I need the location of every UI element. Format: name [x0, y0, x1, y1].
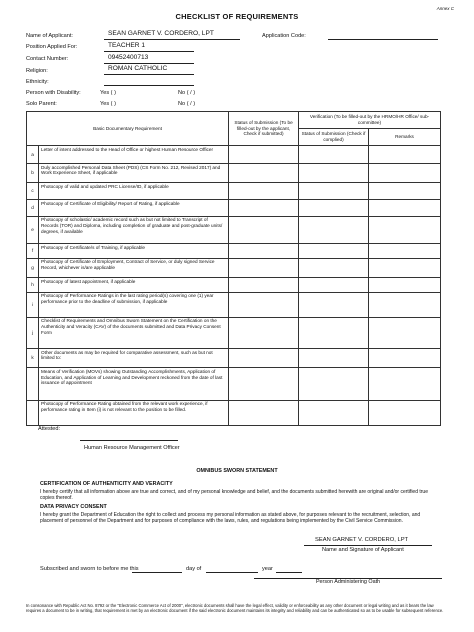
- row-text: Means of Verification (MOVs) showing Outstanding Accomplishments, Application of Education, and Application of Learning and Development reckoned from the date of last issuance of appointment: [39, 368, 229, 400]
- verif-cell[interactable]: [299, 146, 369, 164]
- table-row: [27, 200, 441, 217]
- verif-cell[interactable]: [299, 400, 369, 425]
- ethnicity-label: Ethnicity:: [26, 79, 49, 85]
- status-cell[interactable]: [229, 258, 299, 277]
- solo-parent-yes[interactable]: Yes ( ): [100, 101, 116, 107]
- remarks-cell[interactable]: [369, 258, 441, 277]
- verif-cell[interactable]: [299, 278, 369, 292]
- row-letter: h: [27, 278, 39, 292]
- remarks-cell[interactable]: [369, 164, 441, 183]
- name-label: Name of Applicant:: [26, 33, 73, 39]
- row-text: Photocopy of Performance Rating obtained from the relevant work experience, if performance rating in Item (i) is not relevant to the position to be filled.: [39, 400, 229, 425]
- row-text: Photocopy of Certificate of Eligibility/ Report of Rating, if applicable: [39, 200, 229, 217]
- application-code-field[interactable]: [328, 39, 438, 40]
- table-row: [27, 317, 441, 348]
- religion-label: Religion:: [26, 68, 48, 74]
- status-cell[interactable]: [229, 216, 299, 244]
- verif-cell[interactable]: [299, 292, 369, 317]
- privacy-text: I hereby grant the Department of Education the right to collect and process my personal information as stated above, for purposes relevant to the recruitment, selection, and placement of personnel of the Department and for purposes of compliance with the laws, rules, and regulations being implemented by the Civil Service Commission.: [40, 512, 421, 525]
- remarks-cell[interactable]: [369, 200, 441, 217]
- row-text: Other documents as may be required for comparative assessment, such as but not limited to:: [39, 348, 229, 367]
- row-letter: [27, 400, 39, 425]
- requirements-table: [26, 111, 441, 426]
- solo-parent-label: Solo Parent:: [26, 101, 57, 107]
- remarks-cell[interactable]: [369, 368, 441, 400]
- row-letter: f: [27, 244, 39, 258]
- status-cell[interactable]: [229, 278, 299, 292]
- attested-signature-line[interactable]: [80, 440, 178, 441]
- position-underline: [104, 51, 194, 52]
- name-value: SEAN GARNET V. CORDERO, LPT: [108, 30, 214, 37]
- privacy-heading: DATA PRIVACY CONSENT: [40, 504, 107, 510]
- table-row: [27, 348, 441, 367]
- position-label: Position Applied For:: [26, 44, 78, 50]
- signature-line[interactable]: [304, 545, 432, 546]
- header-requirement: Basic Documentary Requirement: [27, 112, 229, 146]
- table-row: [27, 216, 441, 244]
- annex-label: Annex C: [436, 6, 454, 11]
- row-text: Photocopy of Certificate/s of Training, if applicable: [39, 244, 229, 258]
- table-row: [27, 258, 441, 277]
- hr-officer-label: Human Resource Management Officer: [84, 445, 180, 451]
- status-cell[interactable]: [229, 183, 299, 200]
- signature-value: SEAN GARNET V. CORDERO, LPT: [315, 537, 409, 543]
- row-text: Duly accomplished Personal Data Sheet (PDS) (CS Form No. 212, Revised 2017) and Work Experience Sheet, if applicable: [39, 164, 229, 183]
- remarks-cell[interactable]: [369, 216, 441, 244]
- header-status-applicant: Status of Submission (To be filled-out by the applicant, Check if submitted): [229, 112, 299, 146]
- remarks-cell[interactable]: [369, 244, 441, 258]
- table-row: [27, 292, 441, 317]
- remarks-cell[interactable]: [369, 348, 441, 367]
- signature-label: Name and Signature of Applicant: [322, 547, 404, 553]
- verif-cell[interactable]: [299, 164, 369, 183]
- table-row: [27, 183, 441, 200]
- table-row: [27, 146, 441, 164]
- row-letter: d: [27, 200, 39, 217]
- status-cell[interactable]: [229, 244, 299, 258]
- disability-label: Person with Disability:: [26, 90, 81, 96]
- remarks-cell[interactable]: [369, 400, 441, 425]
- subscribed-text: Subscribed and sworn to before me this: [40, 566, 139, 572]
- footer-note: In consonance with Republic Act No. 8792 or the "Electronic Commerce Act of 2000", electronic documents shall have the legal effect, validity or enforceability as any other document or legal writing and as it bears the law requires a document to be in writing, that requirement is met by an electronic document if the said electronic document maintains its integrity and reliability and can be authenticated so as to be usable for subsequent reference.: [26, 603, 444, 614]
- status-cell[interactable]: [229, 146, 299, 164]
- status-cell[interactable]: [229, 164, 299, 183]
- religion-value: ROMAN CATHOLIC: [108, 65, 168, 72]
- header-remarks: Remarks: [369, 129, 441, 146]
- remarks-cell[interactable]: [369, 278, 441, 292]
- disability-yes[interactable]: Yes ( ): [100, 90, 116, 96]
- verif-cell[interactable]: [299, 200, 369, 217]
- header-status-complied: Status of Submission (Check if complied): [299, 129, 369, 146]
- status-cell[interactable]: [229, 317, 299, 348]
- cert-text: I hereby certify that all information above are true and correct, and of my personal knowledge and belief, and the documents submitted herewith are original and/or certified true copies thereof.: [40, 489, 428, 502]
- table-row: [27, 400, 441, 425]
- status-cell[interactable]: [229, 292, 299, 317]
- contact-label: Contact Number:: [26, 56, 69, 62]
- solo-parent-no[interactable]: No ( / ): [178, 101, 196, 107]
- remarks-cell[interactable]: [369, 317, 441, 348]
- row-letter: b: [27, 164, 39, 183]
- row-letter: j: [27, 317, 39, 348]
- table-row: [27, 164, 441, 183]
- status-cell[interactable]: [229, 368, 299, 400]
- row-text: Photocopy of scholastic/ academic record such as but not limited to Transcript of Records (TOR) and Diploma, including completion of graduate and post-graduate units/ degrees, if available: [39, 216, 229, 244]
- row-text: Photocopy of Performance Ratings in the last rating period(s) covering one (1) year performance prior to the deadline of submission, if applicable: [39, 292, 229, 317]
- verif-cell[interactable]: [299, 368, 369, 400]
- remarks-cell[interactable]: [369, 183, 441, 200]
- row-letter: e: [27, 216, 39, 244]
- row-text: Photocopy of Certificate of Employment, Contract of Service, or duly signed Service Record, whichever is/are applicable: [39, 258, 229, 277]
- header-verification: Verification (To be filled-out by the HRMO/HR Office/ sub-committee): [299, 112, 441, 129]
- remarks-cell[interactable]: [369, 146, 441, 164]
- table-row: [27, 244, 441, 258]
- contact-underline: [104, 63, 194, 64]
- year-label: year: [262, 566, 273, 572]
- disability-no[interactable]: No ( / ): [178, 90, 196, 96]
- verif-cell[interactable]: [299, 258, 369, 277]
- row-text: Photocopy of latest appointment, if applicable: [39, 278, 229, 292]
- religion-underline: [104, 74, 194, 75]
- row-letter: c: [27, 183, 39, 200]
- row-text: Letter of intent addressed to the Head of Office or highest Human Resource Officer: [39, 146, 229, 164]
- table-row: [27, 278, 441, 292]
- row-letter: i: [27, 292, 39, 317]
- row-text: Photocopy of valid and updated PRC License/ID, if applicable: [39, 183, 229, 200]
- verif-cell[interactable]: [299, 348, 369, 367]
- status-cell[interactable]: [229, 400, 299, 425]
- page-title: CHECKLIST OF REQUIREMENTS: [175, 12, 299, 21]
- row-letter: g: [27, 258, 39, 277]
- application-code-label: Application Code:: [262, 33, 306, 39]
- ethnicity-underline: [104, 85, 194, 86]
- contact-value: 09452400713: [108, 54, 149, 61]
- verif-cell[interactable]: [299, 216, 369, 244]
- name-underline: [104, 39, 240, 40]
- year-line[interactable]: [276, 572, 302, 573]
- table-row: [27, 368, 441, 400]
- row-letter: [27, 368, 39, 400]
- month-line[interactable]: [206, 572, 258, 573]
- verif-cell[interactable]: [299, 244, 369, 258]
- administering-label: Person Administering Oath: [315, 579, 381, 585]
- day-of-label: day of: [186, 566, 202, 572]
- verif-cell[interactable]: [299, 317, 369, 348]
- status-cell[interactable]: [229, 348, 299, 367]
- remarks-cell[interactable]: [369, 292, 441, 317]
- row-letter: a: [27, 146, 39, 164]
- attested-label: Attested:: [38, 426, 61, 432]
- row-letter: k: [27, 348, 39, 367]
- omnibus-title: OMNIBUS SWORN STATEMENT: [196, 468, 278, 474]
- cert-heading: CERTIFICATION OF AUTHENTICITY AND VERACITY: [40, 481, 173, 487]
- row-text: Checklist of Requirements and Omnibus Sworn Statement on the Certification on the Authenticity and Veracity (CAV) of the documents submitted and Data Privacy Consent Form: [39, 317, 229, 348]
- date-line[interactable]: [132, 572, 182, 573]
- position-value: TEACHER 1: [108, 42, 146, 49]
- status-cell[interactable]: [229, 200, 299, 217]
- verif-cell[interactable]: [299, 183, 369, 200]
